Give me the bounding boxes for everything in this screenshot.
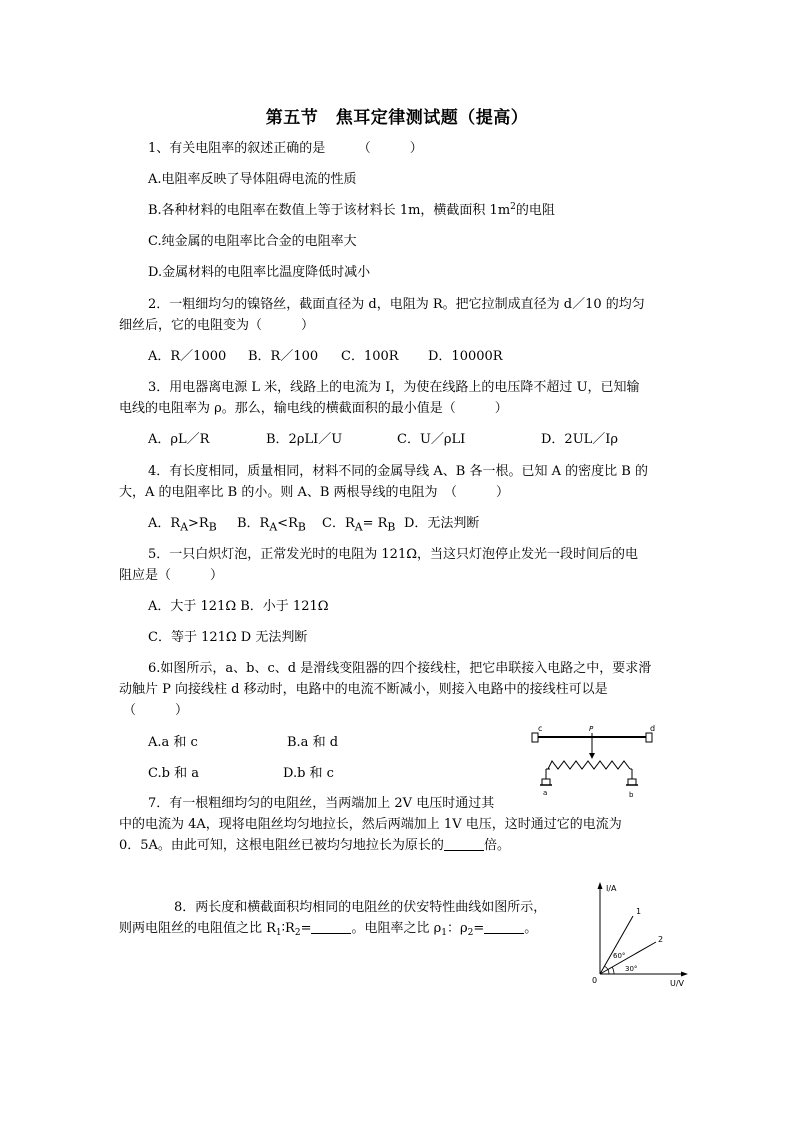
q4-option-a-text: A．R: [148, 516, 181, 531]
q7-line-3-text: 0．5A。由此可知，这根电阻丝已被均匀地拉长为原长的: [119, 838, 444, 853]
q8-line-2: [119, 921, 537, 937]
q7-line-1: 7．有一根粗细均匀的电阻丝，当两端加上 2V 电压时通过其: [148, 796, 495, 811]
q8-text-f: =: [473, 921, 485, 936]
slider-arrow: [589, 753, 595, 759]
q1-option-d: D.金属材料的电阻率比温度降低时减小: [148, 265, 371, 280]
q8-sub-3: 1: [441, 928, 447, 938]
q2-option-b: B．R／100: [248, 349, 319, 364]
y-axis-arrow: [598, 882, 603, 889]
q5-line-2: 阻应是（ ）: [119, 568, 224, 583]
q4-option-c-sub2: B: [387, 520, 396, 534]
rheostat-figure: [528, 721, 664, 803]
q4-option-b-sub1: A: [269, 520, 278, 534]
q3-option-a: A．ρL／R: [148, 432, 210, 447]
terminal-d-block: [646, 733, 652, 742]
q8-text-g: 。: [524, 921, 538, 936]
q4-option-d: D．无法判断: [404, 516, 480, 531]
x-axis-label: U/V: [670, 979, 685, 988]
angle-30-label: 30°: [625, 965, 638, 973]
q3-line-2: 电线的电阻率为 ρ。那么，输电线的横截面积的最小值是（ ）: [119, 401, 508, 416]
q7-line-2: 中的电流为 4A，现将电阻丝均匀地拉长，然后两端加上 1V 电压，这时通过它的电流为: [119, 817, 622, 832]
q4-option-b-sub2: B: [297, 520, 306, 534]
q3-option-c: C．U／ρLI: [397, 432, 466, 447]
terminal-a-label: a: [543, 789, 548, 797]
q4-option-a-sub1: A: [180, 520, 189, 534]
q2-option-a: A．R／1000: [148, 349, 227, 364]
q8-text-d: 。电阻率之比 ρ: [351, 921, 442, 936]
q6-line-1: 6.如图所示，a、b、c、d 是滑线变阻器的四个接线柱，把它串联接入电路之中，要求滑: [148, 661, 652, 676]
y-axis-label: I/A: [606, 884, 617, 893]
q6-line-2: 动触片 P 向接线柱 d 移动时，电路中的电流不断减小，则接入电路中的接线柱可以是: [119, 682, 608, 697]
q8-resistance-ratio-blank[interactable]: [311, 921, 351, 934]
q4-line-1: 4．有长度相同，质量相同，材料不同的金属导线 A、B 各一根。已知 A 的密度比 B 的: [148, 464, 648, 479]
q4-option-c: [322, 516, 395, 536]
q8-text-e: ：ρ: [446, 921, 468, 936]
q6-option-d: D.b 和 c: [283, 766, 334, 781]
terminal-b-label: b: [629, 791, 634, 799]
q8-resistivity-ratio-blank[interactable]: [484, 921, 524, 934]
q4-option-b-text: B．R: [237, 516, 270, 531]
angle-60-label: 60°: [613, 952, 626, 960]
resistance-coil: [548, 761, 630, 769]
q4-option-c-op: = R: [362, 516, 388, 531]
q3-line-1: 3．用电器离电源 L 米，线路上的电流为 I，为使在线路上的电压降不超过 U，已知输: [148, 380, 640, 395]
q8-sub-1: 1: [275, 928, 282, 938]
q8-text-b: ∶R: [281, 921, 295, 936]
q7-answer-blank[interactable]: [444, 838, 484, 851]
page-title: 第五节 焦耳定律测试题（提高）: [265, 108, 529, 128]
iu-graph-figure: [588, 878, 692, 990]
terminal-c-label: c: [538, 724, 543, 733]
q4-option-a-sub2: B: [208, 520, 217, 534]
q4-line-2: 大，A 的电阻率比 B 的小。则 A、B 两根导线的电阻为 （ ）: [119, 485, 510, 500]
q4-option-b: [237, 516, 306, 536]
q8-text-c: =: [300, 921, 312, 936]
q7-line-3: [119, 838, 510, 854]
q8-text-a: 则两电阻丝的电阻值之比 R: [119, 921, 276, 936]
terminal-a-block: [542, 779, 550, 785]
q2-line-1: 2．一粗细均匀的镍铬丝，截面直径为 d，电阻为 R。把它拉制成直径为 d／10 的均匀: [148, 297, 645, 312]
x-axis-arrow: [681, 972, 688, 977]
q2-line-2: 细丝后，它的电阻变为（ ）: [119, 318, 315, 333]
terminal-b-block: [628, 779, 636, 785]
q8-line-1: 8．两长度和横截面积均相同的电阻丝的伏安特性曲线如图所示，: [174, 900, 547, 915]
q5-options-cd: C．等于 121Ω D 无法判断: [148, 630, 308, 645]
q8-sub-4: 2: [467, 928, 474, 938]
q4-option-a: [148, 516, 217, 536]
q1-option-b-tail: 的电阻: [515, 203, 555, 218]
q1-option-b-sup: 2: [510, 202, 516, 212]
q1-option-c: C.纯金属的电阻率比合金的电阻率大: [148, 234, 357, 249]
q2-option-c: C．100R: [341, 349, 399, 364]
q4-option-a-op: >R: [188, 516, 209, 531]
angle-arc-30: [612, 967, 614, 974]
q4-option-c-sub1: A: [354, 520, 363, 534]
slider-label: P: [589, 725, 594, 733]
q6-option-c: C.b 和 a: [148, 766, 199, 781]
q6-option-b: B.a 和 d: [287, 735, 339, 750]
q4-option-c-text: C．R: [322, 516, 355, 531]
q5-options-ab: A．大于 121Ω B．小于 121Ω: [148, 599, 329, 614]
q1-stem: 1、有关电阻率的叙述正确的是 （ ）: [148, 141, 423, 156]
line-2-label: 2: [658, 935, 664, 944]
q1-option-b: [148, 203, 555, 219]
q7-line-3-tail: 倍。: [483, 838, 510, 853]
q3-option-d: D．2UL／Iρ: [541, 432, 619, 447]
q1-option-b-text: B.各种材料的电阻率在数值上等于该材料长 1m，横截面积 1m: [148, 203, 511, 218]
terminal-c-block: [532, 733, 538, 742]
q3-option-b: B．2ρLI／U: [266, 432, 343, 447]
q6-option-a: A.a 和 c: [148, 735, 198, 750]
q8-sub-2: 2: [294, 928, 301, 938]
q4-option-b-op: <R: [277, 516, 298, 531]
q1-option-a: A.电阻率反映了导体阻碍电流的性质: [148, 172, 357, 187]
terminal-d-label: d: [650, 724, 656, 733]
origin-label: 0: [592, 976, 598, 985]
q2-option-d: D．10000R: [428, 349, 503, 364]
q6-line-3: （ ）: [123, 703, 189, 718]
q5-line-1: 5．一只白炽灯泡，正常发光时的电阻为 121Ω，当这只灯泡停止发光一段时间后的电: [148, 547, 638, 562]
line-1-label: 1: [636, 907, 642, 916]
